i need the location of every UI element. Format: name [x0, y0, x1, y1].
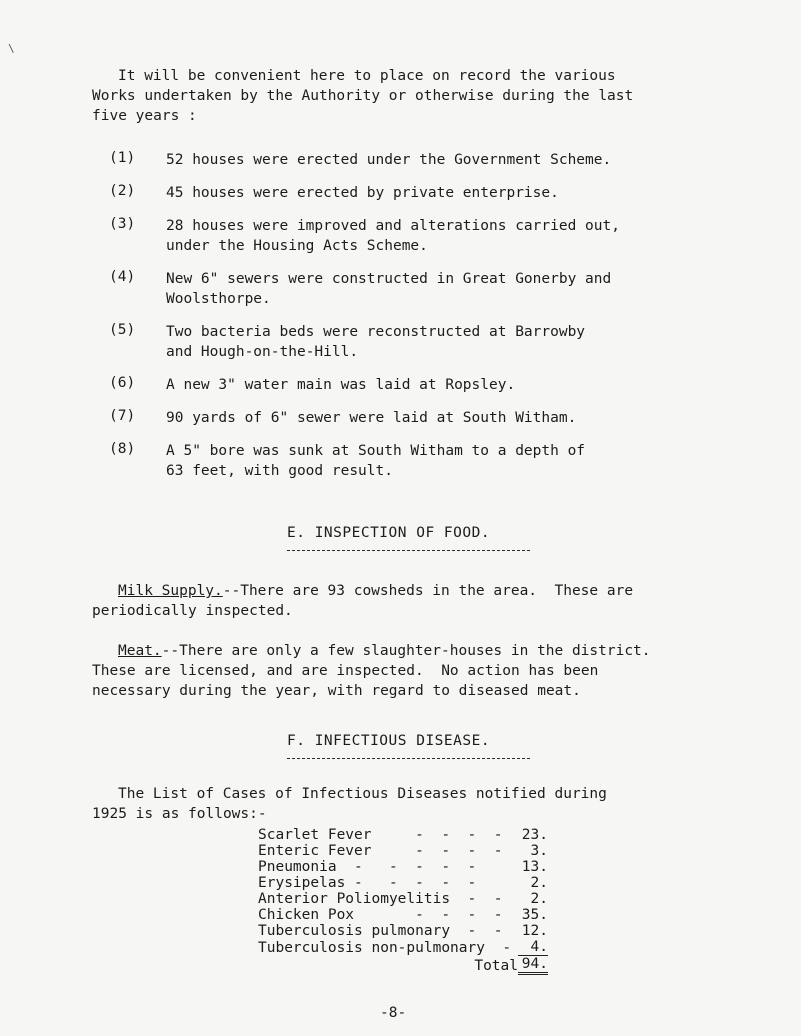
milk-supply-paragraph: [118, 583, 633, 599]
table-row: [258, 939, 548, 956]
page-number: -8-: [380, 1005, 407, 1021]
intro-line-3: five years :: [92, 108, 197, 124]
case-count: 3.: [530, 843, 548, 859]
case-count: 2.: [530, 891, 548, 907]
section-f-heading-rule: [287, 758, 530, 759]
works-item-text: 28 houses were improved and alterations carried out,: [166, 218, 620, 234]
works-item-number: (2): [109, 183, 136, 199]
works-item-text: New 6" sewers were constructed in Great Gonerby and: [166, 271, 612, 287]
section-e-heading: E. INSPECTION OF FOOD.: [287, 525, 491, 541]
case-count: 35.: [521, 907, 548, 923]
total-row: [258, 956, 548, 974]
milk-supply-text: --There are 93 cowsheds in the area. These are: [222, 583, 634, 599]
works-item-number: (6): [109, 375, 136, 391]
case-count: 23.: [521, 827, 548, 843]
total-label: Total: [474, 957, 518, 974]
table-row: [258, 843, 548, 859]
case-count: 12.: [521, 923, 548, 939]
infectious-intro-line-2: 1925 is as follows:-: [92, 806, 267, 822]
case-count: 4.: [518, 939, 548, 956]
works-item-text: 63 feet, with good result.: [166, 463, 393, 479]
disease-name: Anterior Poliomyelitis - -: [258, 891, 503, 907]
works-item-number: (1): [109, 150, 136, 166]
disease-name: Tuberculosis pulmonary - -: [258, 923, 503, 939]
corner-mark: \: [8, 42, 15, 55]
disease-name: Pneumonia - - - - -: [258, 859, 477, 875]
meat-text: --There are only a few slaughter-houses in the district.: [161, 643, 651, 659]
works-item-number: (8): [109, 441, 136, 457]
works-item-text: and Hough-on-the-Hill.: [166, 344, 359, 360]
case-count: 13.: [521, 859, 548, 875]
works-item-text: 90 yards of 6" sewer were laid at South Witham.: [166, 410, 577, 426]
total-value: 94.: [518, 956, 548, 974]
works-item-number: (4): [109, 269, 136, 285]
meat-text-line-3: necessary during the year, with regard to diseased meat.: [92, 683, 581, 699]
case-count: 2.: [530, 875, 548, 891]
works-item-text: A new 3" water main was laid at Ropsley.: [166, 377, 516, 393]
table-row: [258, 907, 548, 923]
table-row: [258, 891, 548, 907]
section-e-heading-rule: [287, 550, 530, 551]
disease-name: Chicken Pox - - - -: [258, 907, 503, 923]
milk-supply-title: Milk Supply.: [118, 583, 223, 599]
works-item-text: 45 houses were erected by private enterprise.: [166, 185, 559, 201]
works-item-text: Two bacteria beds were reconstructed at Barrowby: [166, 324, 586, 340]
works-item-text: 52 houses were erected under the Government Scheme.: [166, 152, 612, 168]
meat-title: Meat.: [118, 643, 162, 659]
intro-line-2: Works undertaken by the Authority or otherwise during the last: [92, 88, 634, 104]
intro-line-1: It will be convenient here to place on record the various: [118, 68, 616, 84]
milk-supply-text-line-2: periodically inspected.: [92, 603, 293, 619]
infectious-intro-line-1: The List of Cases of Infectious Diseases notified during: [118, 786, 607, 802]
table-row: [258, 923, 548, 939]
table-row: [258, 859, 548, 875]
works-item-text: under the Housing Acts Scheme.: [166, 238, 428, 254]
meat-text-line-2: These are licensed, and are inspected. No action has been: [92, 663, 599, 679]
works-item-text: Woolsthorpe.: [166, 291, 271, 307]
disease-name: Enteric Fever - - - -: [258, 843, 503, 859]
infectious-cases-table: [258, 827, 548, 975]
works-item-number: (7): [109, 408, 136, 424]
table-row: [258, 875, 548, 891]
meat-paragraph: [118, 643, 651, 659]
works-item-text: A 5" bore was sunk at South Witham to a depth of: [166, 443, 586, 459]
table-row: [258, 827, 548, 843]
works-item-number: (5): [109, 322, 136, 338]
disease-name: Erysipelas - - - - -: [258, 875, 477, 891]
disease-name: Scarlet Fever - - - -: [258, 827, 503, 843]
works-item-number: (3): [109, 216, 136, 232]
disease-name: Tuberculosis non-pulmonary -: [258, 939, 512, 956]
section-f-heading: F. INFECTIOUS DISEASE.: [287, 733, 491, 749]
